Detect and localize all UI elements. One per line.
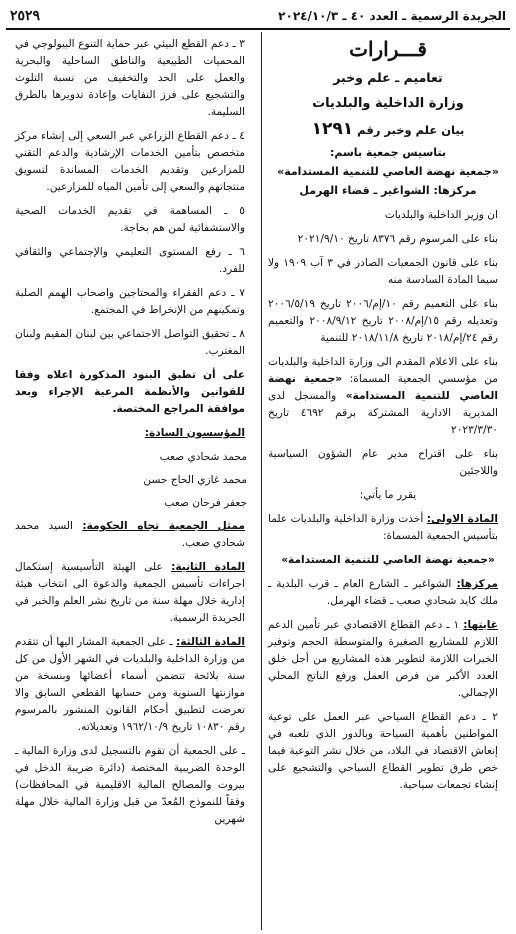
preamble-law: بناء على قانون الجمعيات الصادر في ٣ آب ١٩٠٩ ولا سيما المادة السادسة منه (268, 257, 499, 286)
page-header (6, 4, 510, 30)
government-representative: ممثل الجمعية تجاه الحكومة: السيد محمد شحادي صعب. (15, 520, 245, 549)
section-subtitle: تعاميم ـ علم وخبر (333, 70, 443, 85)
preamble-decree: بناء على المرسوم رقم ٨٣٧٦ تاريخ ٢٠٢١/٩/١٠ (297, 233, 498, 245)
statement-number: ١٢٩١ (311, 119, 354, 139)
preamble-circulars: بناء على التعميم رقم ١٠/إم/٢٠٠٦ تاريخ ٢٠٠٦/٥/١٩ وتعديله رقم ١٥/إم/٢٠٠٨ تاريخ ٢٠٠٨/٩/١٢ والتعميم رقم ٢٤/إم/٢٠١٨ تاريخ ٢٠١٨/١١/٨ للتنمية (268, 298, 498, 344)
article-one-name: «جمعية نهضة العاصي للتنمية المستدامة» (281, 554, 495, 566)
association-name-heading: «جمعية نهضة العاصي للتنمية المستدامة» (277, 165, 499, 178)
page-number: ٢٥٢٩ (10, 8, 41, 24)
article-three: المادة الثالثة: ـ على الجمعية المشار اليها أن تتقدم من وزارة الداخلية والبلديات في الشهر الأول من كل سنة بلائحة تتضمن أسماء أعضائها وبنسخة من موازنتها السنوية ومن حسابها القطعي السابق والا تعرضت لتطبيق أحكام القانون المنشور بالمرسوم رقم ١٠٨٣٠ تاريخ ١٩٦٢/١٠/٩ وتعديلاته. (15, 636, 245, 733)
two-column-body (6, 30, 510, 930)
preamble-notification: بناء على الاعلام المقدم الى وزارة الداخلية والبلديات من مؤسسي الجمعية المسماة: «جمعية نهضة العاصي للتنمية المستدامة» والمسجل لدى المديرية الادارية المشتركة برقم ٤٦٩٢ تاريخ ٢٠٢٣/٣/٣٠ (268, 356, 499, 436)
tax-registration: ـ على الجمعية أن تقوم بالتسجيل لدى وزارة المالية ـ الوحدة الضريبية المختصة (دائرة ضريبة الدخل في بيروت والمصالح المالية الاقليمية في المحافظات) وفقاً للنموذج المُعدّ من قبل وزارة المالية خلال مهلة شهرين (15, 745, 245, 825)
statement-label: بيان علم وخبر رقم (357, 123, 465, 137)
founder-3: جعفر فرحان صعب (164, 497, 247, 509)
column-divider (261, 32, 262, 930)
founding-line: بتاسيس جمعية باسم: (329, 146, 447, 159)
association-center: مركزها: الشواغير ـ الشارع العام ـ قرب البلدية ـ ملك كايد شحادي صعب ـ قضاء الهرمل. (268, 578, 498, 607)
goal-5: ٥ ـ المساهمة في تقديم الخدمات الصحية والاستشفائية لمن هم بحاجة. (15, 205, 245, 234)
goal-7: ٧ ـ دعم الفقراء والمحتاجين واصحاب الهمم الصلبة وتمكينهم من الإنخراط في المجتمع. (15, 287, 245, 316)
goal-4: ٤ ـ دعم القطاع الزراعي عبر السعي إلى إنشاء مركز متخصص بتأمين الخدمات الإرشادية والدعم التقني للمزارعين وتقديم الخدمات المساندة لتسويق منتجاتهم والسعي إلى تأمين المياه للمزارعين. (15, 130, 245, 193)
right-column (262, 30, 510, 930)
article-two: المادة الثانية: على الهيئة التأسيسية إستكمال اجراءات تأسيس الجمعية والدعوة الى انتخاب هيئة إدارية خلال مهلة سنة من تاريخ نشر العلم والخبر في الجريدة الرسمية. (15, 561, 245, 624)
ministry-name: وزارة الداخلية والبلديات (312, 96, 464, 111)
goal-2: ٢ ـ دعم القطاع السياحي عبر العمل على توعية المواطنين بأهمية السياحة وبالدور الذي تلعبه في إنعاش الاقتصاد في البلاد، من خلال نشر التوعية فيما خص طرق تطوير القطاع السياحي والتشجيع على إنشاء تجمعات سياحية. (268, 711, 498, 791)
statement-heading (268, 120, 508, 140)
application-condition: على أن تطبق البنود المذكورة اعلاه وفقا للقوانين والأنظمة المرعية الإجراء وبعد موافقة المراجع المختصة. (15, 369, 245, 415)
minister-line: ان وزير الداخلية والبلديات (384, 209, 498, 221)
article-one: المادة الاولى: أخذت وزارة الداخلية والبلديات علما بتأسيس الجمعية المسماة: (268, 513, 498, 542)
founder-1: محمد شحادي صعب (159, 451, 247, 463)
goal-8: ٨ ـ تحقيق التواصل الاجتماعي بين لبنان المقيم ولبنان المغترب. (15, 328, 245, 357)
left-column (13, 30, 261, 930)
preamble-proposal: بناء على اقتراح مدير عام الشؤون السياسية واللاجئين (268, 448, 498, 477)
association-goals: غايتها: ١ ـ دعم القطاع الاقتصادي عبر تأمين الدعم اللازم للمشاريع الصغيرة والمتوسطة الحجم وتوفير الخبرات اللازمة لتطوير هذه المشاريع من أجل خلق العدد الأكبر من فرص العمل ورفع الناتج المحلي الإجمالي. (268, 619, 498, 699)
founder-2: محمد غازي الحاج حسن (143, 474, 247, 486)
goal-6: ٦ ـ رفع المستوى التعليمي والإجتماعي والثقافي للفرد. (15, 246, 245, 275)
goal-3: ٣ ـ دعم القطع البيئي عبر حماية التنوع البيولوجي في المحميات الطبيعية والناطق الساحلية والبحرية والعمل على الحد والتخفيف من نسبة التلوث والتشجيع على فرز النفايات وإعادة تدويرها بالطرق السليمة. (15, 38, 245, 118)
section-title: قـــرارات (349, 37, 427, 61)
decision-intro: يقرر ما يأتي: (359, 489, 417, 501)
gazette-issue-line: الجريدة الرسمية ـ العدد ٤٠ ـ ٢٠٢٤/١٠/٣ (278, 9, 506, 23)
association-center-heading: مركزها: الشواغير ـ قضاء الهرمل (299, 184, 477, 197)
founders-label: المؤسسون السادة: (144, 427, 245, 439)
